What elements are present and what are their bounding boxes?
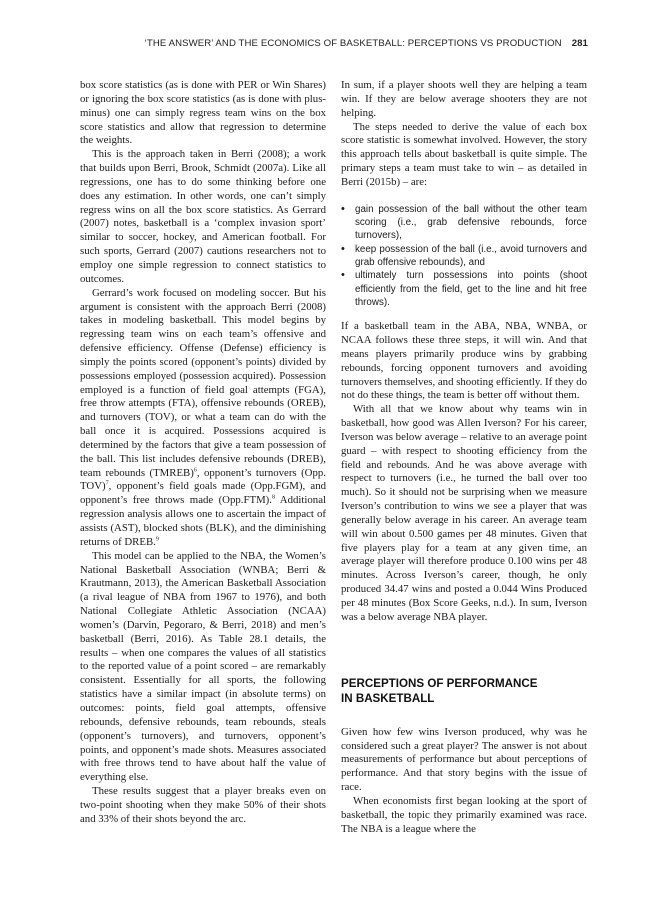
running-header <box>0 38 588 49</box>
text-run: Gerrard’s work focused on modeling soccer. But his argument is consistent with the approach Berri (2008) takes in modeling basketball. This model begins by regressing team wins on each team’s offensive and defensive efficiency. Offense (Defense) efficiency is simply the points scored (opponent’s points) divided by possessions employed (possession acquired). Possession employed is a function of field goal attempts (FGA), free throw attempts (FTA), offensive rebounds (OREB), and turnovers (TOV), or what a team can do with the ball once it is acquired. Possessions acquired is determined by the factors that give a team possession of the ball. This list includes defensive rebounds (DREB), team rebounds (TMREB) <box>80 286 326 479</box>
list-item: • keep possession of the ball (i.e., avoid turnovers and grab offensive rebounds), and <box>341 243 587 270</box>
paragraph: If a basketball team in the ABA, NBA, WNBA, or NCAA follows these three steps, it will win. And that means players primarily produce wins by grabbing rebounds, forcing opponent turnovers and avoiding turnovers themselves, and shooting efficiently. If they do not do these things, the team is better off without them. <box>341 320 587 402</box>
paragraph: Given how few wins Iverson produced, why was he considered such a great player? The answer is not about measurements of performance but about perceptions of performance. And that story begins with the issue of race. <box>341 725 587 794</box>
list-item: • gain possession of the ball without the other team scoring (i.e., grab defensive rebounds, force turnovers), <box>341 203 587 243</box>
paragraph: This model can be applied to the NBA, the Women’s National Basketball Association (WNBA; Berri & Krautmann, 2013), the American Basketball Association (a rival league of NBA from 1967 to 1976), and both National Collegiate Athletic Association (NCAA) women’s (Darvin, Pegoraro, & Berri, 2018) and men’s basketball (Berri, 2016). As Table 28.1 details, the results – when one compares the values of all statistics to the reported value of a point scored – are remarkably consistent. Essentially for all sports, the following statistics have a similar impact (in absolute terms) on outcomes: points, field goal attempts, offensive rebounds, defensive rebounds, team rebounds, steals (opponent’s turnovers), and turnovers, opponent’s points, and opponent’s made shots. Measures associated with free throws tend to have about half the value of everything else. <box>80 549 326 784</box>
winning-steps-list <box>341 203 587 309</box>
paragraph: box score statistics (as is done with PER or Win Shares) or ignoring the box score statistics (as is done with plus-minus) one can simply regress team wins on the box score statistics and allow that regression to determine the weights. <box>80 79 326 147</box>
paragraph <box>80 287 326 550</box>
section-heading <box>341 676 587 707</box>
section-heading-line: PERCEPTIONS OF PERFORMANCE <box>341 676 538 690</box>
footnote-ref-7[interactable]: 7 <box>105 480 109 487</box>
paragraph: This is the approach taken in Berri (2008); a work that builds upon Berri, Brook, Schmidt (2007a). Like all regressions, one has to do some thinking before one does any estimation. In other words, one can’t simply regress wins on all the box score statistics. As Gerrard (2007) notes, basketball is a ‘complex invasion sport’ similar to soccer, hockey, and American football. For such sports, Gerrard (2007) cautions researchers not to employ one simple regression to connect statistics to outcomes. <box>80 148 326 285</box>
paragraph: When economists first began looking at the sport of basketball, the topic they primarily examined was race. The NBA is a league where the <box>341 794 587 835</box>
paragraph: With all that we know about why teams win in basketball, how good was Allen Iverson? For his career, Iverson was below average – relative to an average point guard – with respect to shooting efficiency from the field and rebounds. And he was above average with respect to turnovers (i.e., he turned the ball over too much). So it should not be surprising when we measure Iverson’s contribution to wins we see a player that was generally below average in his career. An average team will win about 0.500 games per 48 minutes. Given that five players play for a team at any given time, an average player will therefore produce 0.100 wins per 48 minutes. Across Iverson’s career, though, he only produced 34.47 wins and posted a 0.044 Wins Produced per 48 minutes (Box Score Geeks, n.d.). In sum, Iverson was a below average NBA player. <box>341 403 587 623</box>
running-header-title: ‘THE ANSWER’ AND THE ECONOMICS OF BASKETBALL: PERCEPTIONS VS PRODUCTION <box>144 38 562 49</box>
left-column <box>80 79 326 827</box>
page-number: 281 <box>571 38 588 49</box>
text-run: Additional regression analysis allows one to ascertain the impact of assists (AST), blocked shots (BLK), and the diminishing returns of DREB. <box>80 494 326 548</box>
list-item: • ultimately turn possessions into points (shoot efficiently from the field, get to the line and hit free throws). <box>341 269 587 309</box>
text-run: , opponent’s field goals made (Opp.FGM), and opponent’s free throws made (Opp.FTM). <box>80 480 326 507</box>
footnote-ref-8[interactable]: 8 <box>271 494 275 501</box>
paragraph: The steps needed to derive the value of each box score statistic is somewhat involved. However, the story this approach tells about basketball is quite simple. The primary steps a team must take to win – as detailed in Berri (2015b) – are: <box>341 120 587 188</box>
footnote-ref-9[interactable]: 9 <box>155 536 159 543</box>
paragraph: In sum, if a player shoots well they are helping a team win. If they are below average shooters they are not helping. <box>341 79 587 119</box>
section-heading-line: IN BASKETBALL <box>341 692 435 706</box>
paragraph: These results suggest that a player breaks even on two-point shooting when they make 50% of their shots and 33% of their shots beyond the arc. <box>80 785 326 825</box>
right-column <box>341 79 587 836</box>
text-run: , opponent’s turnovers (Opp. TOV) <box>80 466 326 493</box>
footnote-ref-6[interactable]: 6 <box>193 467 197 474</box>
